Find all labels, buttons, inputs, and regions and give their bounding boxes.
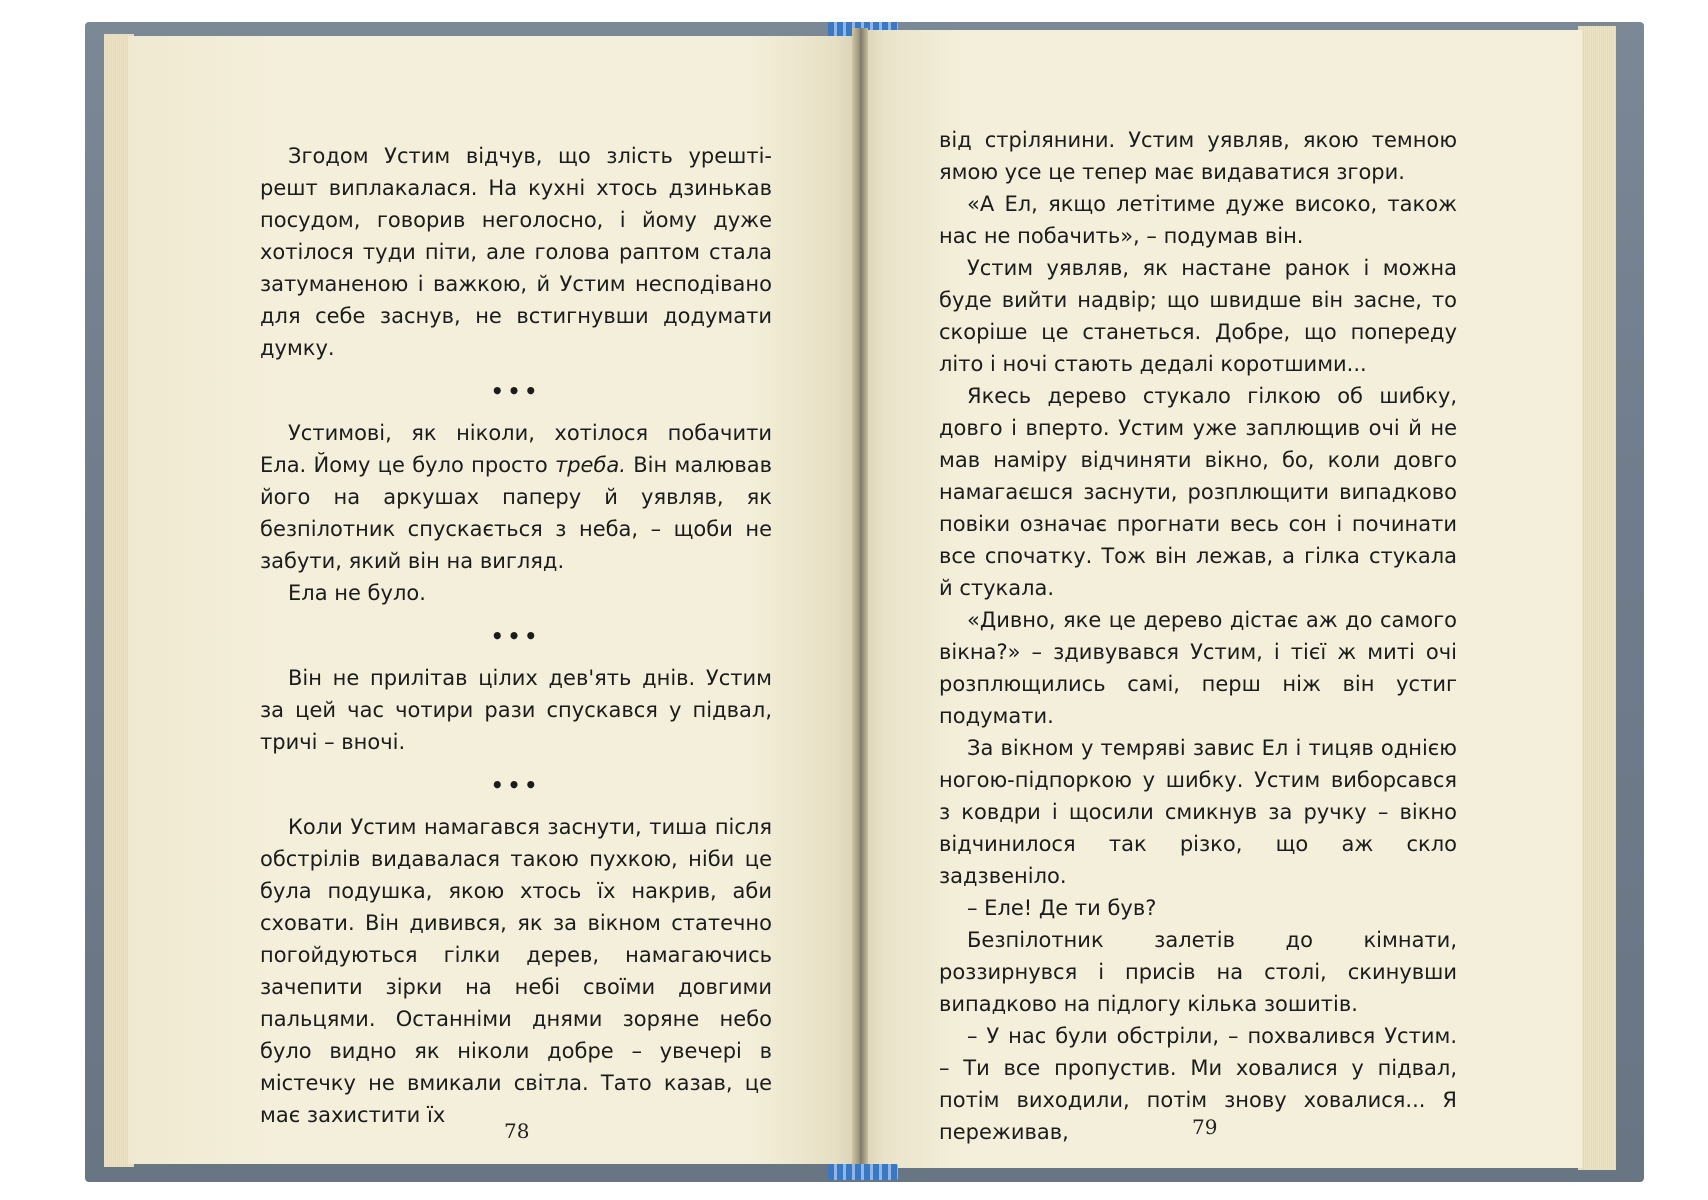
paragraph-text: Устимові, як ніколи, хотілося побачити Ела. Йому це було просто (260, 421, 772, 477)
page-number: 79 (1192, 1115, 1218, 1139)
bookmark-ribbon-bottom (828, 1164, 898, 1180)
paragraph: Безпілотник залетів до кімнати, роззирнувся і присів на столі, скинувши випадково на підлогу кілька зошитів. (939, 928, 1457, 1016)
paragraph: Устим уявляв, як настане ранок і можна буде вийти надвір; що швидше він засне, то скоріше це станеться. Добре, що попереду літо і ночі стають дедалі коротшими... (939, 256, 1457, 376)
paragraph: «А Ел, якщо летітиме дуже високо, також нас не побачить», – подумав він. (939, 192, 1457, 248)
page-number: 78 (504, 1119, 530, 1143)
page-stack-right (1578, 26, 1616, 1170)
paragraph: від стрілянини. Устим уявляв, якою темною ямою усе це тепер має видаватися згори. (939, 128, 1457, 184)
section-separator: ••• (490, 624, 542, 648)
paragraph: Якесь дерево стукало гілкою об шибку, довго і вперто. Устим уже заплющив очі й не мав наміру відчиняти вікно, бо, коли довго намагаєшся заснути, розплющити випадково повіки означає прогнати весь сон і починати все спочатку. Тож він лежав, а гілка стукала й стукала. (939, 384, 1457, 600)
paragraph: Він не прилітав цілих дев'ять днів. Устим за цей час чотири рази спускався у підвал, тричі – вночі. (260, 666, 772, 754)
left-page-text (260, 140, 772, 1131)
dialogue-line: – Еле! Де ти був? (967, 896, 1157, 920)
left-page (128, 36, 858, 1164)
right-page (862, 30, 1582, 1168)
section-separator: ••• (490, 379, 542, 403)
paragraph: За вікном у темряві завис Ел і тицяв однією ногою-підпоркою у шибку. Устим виборсався з ковдри і щосили смикнув за ручку – вікно відчинилося так різко, що аж скло задзвеніло. (939, 736, 1457, 888)
paragraph: «Дивно, яке це дерево дістає аж до самого вікна?» – здивувався Устим, і тієї ж миті очі розплющились самі, перш ніж він устиг подумати. (939, 608, 1457, 728)
paragraph-text: Він малював його на аркушах паперу й уявляв, як безпілотник спускається з неба, – щоби не забути, який він на вигляд. (260, 453, 772, 573)
book-gutter (852, 28, 868, 1170)
emphasis-text: треба. (554, 453, 626, 477)
paragraph: Коли Устим намагався заснути, тиша після обстрілів видавалася такою пухкою, ніби це була подушка, якою хтось їх накрив, аби сховати. Він дивився, як за вікном статечно погойдуються гілки дерев, намагаючись зачепити зірки на небі своїми довгими пальцями. Останніми днями зоряне небо було видно як ніколи добре – увечері в містечку не вмикали світла. Тато казав, це має захистити їх (260, 815, 772, 1127)
right-page-text (939, 124, 1457, 1148)
paragraph: Згодом Устим відчув, що злість урешті-решт виплакалася. На кухні хтось дзинькав посудом, говорив неголосно, і йому дуже хотілося туди піти, але голова раптом стала затуманеною і важкою, й Устим несподівано для себе заснув, не встигнувши додумати думку. (260, 144, 772, 360)
section-separator: ••• (490, 773, 542, 797)
paragraph (260, 417, 772, 577)
dialogue-line: – У нас були обстріли, – похвалився Устим. – Ти все пропустив. Ми ховалися у підвал, потім виходили, потім знову ховалися... Я переживав, (939, 1024, 1457, 1144)
paragraph: Ела не було. (288, 581, 426, 605)
